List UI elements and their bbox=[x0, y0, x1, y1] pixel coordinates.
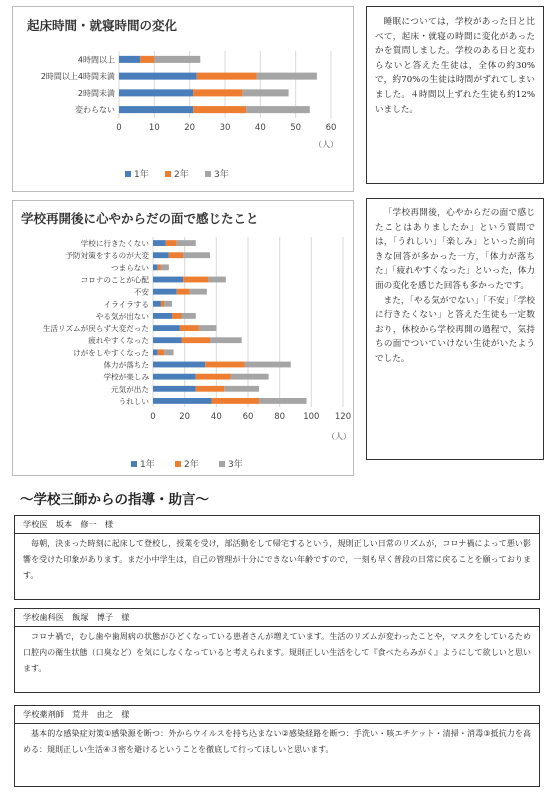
x-tick-label: 10 bbox=[148, 123, 160, 133]
category-label: つまらない bbox=[111, 263, 149, 273]
x-tick-label: 60 bbox=[242, 412, 254, 422]
bar-segment bbox=[197, 73, 257, 80]
category-label: 疲れやすくなった bbox=[88, 336, 149, 346]
bar-segment bbox=[199, 325, 216, 331]
bar-segment bbox=[177, 240, 196, 246]
bar-segment bbox=[153, 277, 183, 283]
x-tick-label: 0 bbox=[150, 412, 156, 422]
bar-segment bbox=[153, 301, 161, 307]
bar-segment bbox=[119, 106, 193, 113]
bar-segment bbox=[243, 89, 289, 96]
bar-segment bbox=[153, 325, 180, 331]
legend-label: 2年 bbox=[184, 460, 199, 470]
bar-segment bbox=[196, 386, 225, 392]
bar-segment bbox=[153, 252, 169, 258]
bar-segment bbox=[224, 386, 259, 392]
x-tick-label: 50 bbox=[290, 123, 302, 133]
bar-segment bbox=[166, 240, 177, 246]
legend-swatch bbox=[219, 461, 225, 467]
bar-segment bbox=[161, 264, 169, 270]
x-tick-label: 40 bbox=[254, 123, 266, 133]
advisor-body: 基本的な感染症対策①感染源を断つ：外からウイルスを持ち込まない②感染経路を断つ：手洗い・咳エチケット・清掃・消毒③抵抗力を高める：規則正しい生活④３密を避けるということを徹底して行ってほしいと思います。 bbox=[23, 729, 531, 754]
legend-swatch bbox=[131, 461, 137, 467]
bar-segment bbox=[183, 252, 210, 258]
advice-heading: ～学校三師からの指導・助言～ bbox=[20, 492, 209, 508]
legend-label: 2年 bbox=[174, 170, 189, 180]
bar-segment bbox=[119, 56, 140, 63]
bar-segment bbox=[154, 56, 200, 63]
bar-segment bbox=[153, 240, 166, 246]
bar-segment bbox=[246, 106, 310, 113]
x-tick-label: 20 bbox=[179, 412, 191, 422]
bar-segment bbox=[189, 289, 206, 295]
bar-segment bbox=[182, 313, 196, 319]
x-tick-label: 20 bbox=[184, 123, 196, 133]
category-label: 4時間以上 bbox=[77, 55, 115, 65]
legend-label: 1年 bbox=[134, 170, 149, 180]
advisor-box-dentist bbox=[14, 608, 540, 693]
chart2-title: 学校再開後に心やからだの面で感じたこと bbox=[21, 211, 259, 226]
bar-segment bbox=[169, 252, 183, 258]
bar-segment bbox=[196, 374, 231, 380]
bar-segment bbox=[158, 264, 161, 270]
category-label: 予防対策をするのが大変 bbox=[65, 251, 149, 261]
feelings-paragraph: また，「やる気がでない」「不安」「学校に行きたくない」と答えた生徒も一定数おり，休校から学校再開の過程で，気持ちの面でついていけない生徒がいたようでした。 bbox=[375, 295, 535, 364]
bar-segment bbox=[153, 289, 177, 295]
x-axis-unit: （人） bbox=[314, 140, 338, 149]
advisor-box-pharmacist bbox=[14, 705, 540, 787]
legend-swatch bbox=[165, 171, 171, 177]
bar-segment bbox=[208, 277, 225, 283]
bar-segment bbox=[158, 349, 164, 355]
bar-segment bbox=[153, 374, 196, 380]
category-label: 学校に行きたくない bbox=[80, 239, 149, 249]
x-tick-label: 40 bbox=[210, 412, 222, 422]
x-tick-label: 0 bbox=[116, 123, 122, 133]
bar-segment bbox=[153, 264, 158, 270]
legend-swatch bbox=[205, 171, 211, 177]
category-label: 2時間未満 bbox=[77, 88, 115, 98]
bar-segment bbox=[245, 362, 291, 368]
category-label: けがをしやすくなった bbox=[73, 348, 149, 358]
bar-segment bbox=[153, 386, 196, 392]
category-label: 2時間以上4時間未満 bbox=[40, 72, 115, 82]
advisor-title: 学校医 坂本 修一 様 bbox=[15, 516, 539, 534]
advisor-title: 学校薬剤師 荒井 由之 様 bbox=[15, 706, 539, 724]
advisor-body: コロナ禍で，むし歯や歯周病の状態がひどくなっている患者さんが増えています。生活のリズムが変わったことや，マスクをしているため口腔内の衛生状態（口臭など）を気にしなくなっていると考えられます。規則正しい生活をして『食べたらみがく』ようにして欲しいと思います。 bbox=[23, 632, 531, 673]
bar-segment bbox=[193, 89, 242, 96]
sleep-commentary: 睡眠については，学校があった日と比べて，起床・就寝の時間に変化があったかを質問しました。学校のある日と変わらないと答えた生徒は，全体の約30%で，約70%の生徒は時間がずれてしまいました。４時間以上ずれた生徒も約12%いました。 bbox=[375, 17, 535, 115]
category-label: 変わらない bbox=[75, 105, 115, 115]
bar-segment bbox=[193, 106, 246, 113]
legend-swatch bbox=[125, 171, 131, 177]
chart2-plot bbox=[13, 201, 353, 475]
bar-segment bbox=[210, 337, 242, 343]
bar-segment bbox=[119, 73, 197, 80]
bar-segment bbox=[164, 301, 172, 307]
bar-segment bbox=[153, 362, 205, 368]
bar-segment bbox=[164, 349, 174, 355]
chart1-title: 起床時間・就寝時間の変化 bbox=[27, 18, 178, 33]
chart2-panel bbox=[12, 200, 354, 476]
x-tick-label: 120 bbox=[334, 412, 352, 422]
bar-segment bbox=[257, 73, 317, 80]
legend-label: 1年 bbox=[140, 460, 155, 470]
x-tick-label: 60 bbox=[325, 123, 337, 133]
category-label: コロナのことが心配 bbox=[80, 275, 149, 285]
bar-segment bbox=[180, 325, 199, 331]
category-label: 体力が落ちた bbox=[103, 360, 149, 370]
bar-segment bbox=[183, 277, 208, 283]
bar-segment bbox=[161, 301, 164, 307]
x-tick-label: 80 bbox=[274, 412, 286, 422]
bar-segment bbox=[231, 374, 269, 380]
bar-segment bbox=[153, 337, 182, 343]
category-label: うれしい bbox=[118, 396, 149, 406]
legend-label: 3年 bbox=[228, 460, 243, 470]
bar-segment bbox=[153, 349, 158, 355]
category-label: 元気が出た bbox=[111, 384, 149, 394]
x-tick-label: 100 bbox=[303, 412, 320, 422]
category-label: やる気が出ない bbox=[95, 311, 149, 321]
feelings-commentary bbox=[375, 206, 535, 367]
bar-segment bbox=[205, 362, 245, 368]
category-label: イライラする bbox=[103, 299, 149, 309]
category-label: 生活リズムが戻らず大変だった bbox=[42, 324, 149, 334]
advisor-body: 毎朝，決まった時刻に起床して登校し，授業を受け，部活動をして帰宅するという，規則正しい日常のリズムが，コロナ禍によって悪い影響を受けた印象があります。まだ小中学生は，自己の管理が十分にできない年齢ですので，一刻も早く普段の日常に戻ることを願っております。 bbox=[23, 539, 531, 580]
bar-segment bbox=[172, 313, 182, 319]
category-label: 学校が楽しみ bbox=[103, 372, 149, 382]
bar-segment bbox=[140, 56, 154, 63]
bar-segment bbox=[177, 289, 190, 295]
bar-segment bbox=[212, 398, 259, 404]
x-tick-label: 30 bbox=[219, 123, 231, 133]
feelings-paragraph: 「学校再開後，心やからだの面で感じたことはありましたか」という質問では，「うれしい」「楽しみ」といった前向きな回答が多かった一方，「体力が落ちた」「疲れやすくなった」といった，体力面の変化を感じた回答も多かったです。 bbox=[375, 208, 535, 291]
bar-segment bbox=[153, 398, 212, 404]
legend-label: 3年 bbox=[214, 170, 229, 180]
advisor-title: 学校歯科医 飯塚 博子 様 bbox=[15, 609, 539, 627]
chart1-panel bbox=[12, 6, 354, 192]
chart1-plot bbox=[13, 7, 353, 191]
feelings-commentary-box bbox=[366, 198, 544, 460]
bar-segment bbox=[153, 313, 172, 319]
category-label: 不安 bbox=[133, 287, 149, 297]
bar-segment bbox=[119, 89, 193, 96]
advisor-box-doctor bbox=[14, 515, 540, 600]
x-axis-unit: （人） bbox=[327, 432, 351, 441]
bar-segment bbox=[182, 337, 211, 343]
sleep-commentary-box bbox=[366, 6, 544, 184]
bar-segment bbox=[259, 398, 307, 404]
legend-swatch bbox=[175, 461, 181, 467]
